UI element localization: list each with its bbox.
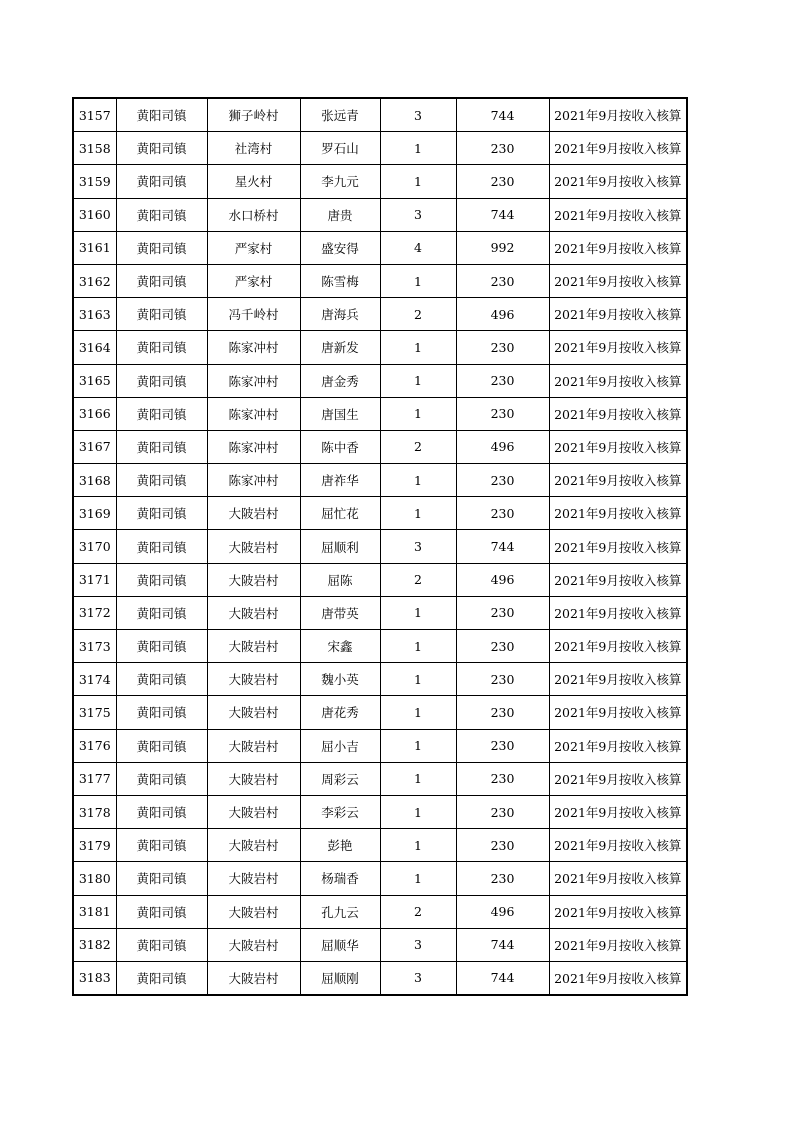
table-body — [73, 98, 687, 995]
table-row — [73, 630, 687, 663]
note-cell: 2021年9月按收入核算 — [549, 862, 687, 895]
amount-cell: 230 — [456, 165, 549, 198]
town-cell: 黄阳司镇 — [116, 895, 207, 928]
note-cell: 2021年9月按收入核算 — [549, 165, 687, 198]
name-cell: 盛安得 — [300, 231, 380, 264]
household-size-cell: 1 — [380, 729, 456, 762]
household-size-cell: 3 — [380, 928, 456, 961]
name-cell: 唐国生 — [300, 397, 380, 430]
table-row — [73, 663, 687, 696]
row-number: 3183 — [73, 961, 116, 995]
village-cell: 大陂岩村 — [207, 862, 300, 895]
row-number: 3158 — [73, 132, 116, 165]
village-cell: 大陂岩村 — [207, 497, 300, 530]
note-cell: 2021年9月按收入核算 — [549, 497, 687, 530]
village-cell: 严家村 — [207, 231, 300, 264]
town-cell: 黄阳司镇 — [116, 165, 207, 198]
name-cell: 唐贵 — [300, 198, 380, 231]
amount-cell: 744 — [456, 961, 549, 995]
village-cell: 大陂岩村 — [207, 795, 300, 828]
note-cell: 2021年9月按收入核算 — [549, 331, 687, 364]
village-cell: 星火村 — [207, 165, 300, 198]
amount-cell: 230 — [456, 762, 549, 795]
row-number: 3162 — [73, 264, 116, 297]
village-cell: 严家村 — [207, 264, 300, 297]
town-cell: 黄阳司镇 — [116, 762, 207, 795]
table-row — [73, 729, 687, 762]
household-size-cell: 1 — [380, 397, 456, 430]
name-cell: 魏小英 — [300, 663, 380, 696]
note-cell: 2021年9月按收入核算 — [549, 198, 687, 231]
household-size-cell: 1 — [380, 663, 456, 696]
row-number: 3169 — [73, 497, 116, 530]
town-cell: 黄阳司镇 — [116, 430, 207, 463]
table-row — [73, 928, 687, 961]
household-size-cell: 3 — [380, 98, 456, 132]
household-size-cell: 1 — [380, 829, 456, 862]
note-cell: 2021年9月按收入核算 — [549, 397, 687, 430]
row-number: 3178 — [73, 795, 116, 828]
amount-cell: 230 — [456, 397, 549, 430]
household-size-cell: 2 — [380, 430, 456, 463]
data-table — [72, 97, 688, 996]
note-cell: 2021年9月按收入核算 — [549, 563, 687, 596]
amount-cell: 230 — [456, 596, 549, 629]
amount-cell: 992 — [456, 231, 549, 264]
table-row — [73, 198, 687, 231]
table-row — [73, 98, 687, 132]
household-size-cell: 1 — [380, 795, 456, 828]
table-row — [73, 464, 687, 497]
household-size-cell: 1 — [380, 862, 456, 895]
table-row — [73, 497, 687, 530]
household-size-cell: 3 — [380, 961, 456, 995]
name-cell: 屈顺华 — [300, 928, 380, 961]
village-cell: 陈家冲村 — [207, 397, 300, 430]
household-size-cell: 1 — [380, 762, 456, 795]
household-size-cell: 2 — [380, 895, 456, 928]
note-cell: 2021年9月按收入核算 — [549, 795, 687, 828]
name-cell: 唐祚华 — [300, 464, 380, 497]
table-row — [73, 165, 687, 198]
name-cell: 周彩云 — [300, 762, 380, 795]
note-cell: 2021年9月按收入核算 — [549, 663, 687, 696]
town-cell: 黄阳司镇 — [116, 464, 207, 497]
amount-cell: 230 — [456, 132, 549, 165]
household-size-cell: 4 — [380, 231, 456, 264]
row-number: 3177 — [73, 762, 116, 795]
note-cell: 2021年9月按收入核算 — [549, 895, 687, 928]
town-cell: 黄阳司镇 — [116, 563, 207, 596]
table-row — [73, 862, 687, 895]
village-cell: 水口桥村 — [207, 198, 300, 231]
table-row — [73, 430, 687, 463]
table-row — [73, 762, 687, 795]
table-row — [73, 596, 687, 629]
name-cell: 屈小吉 — [300, 729, 380, 762]
town-cell: 黄阳司镇 — [116, 132, 207, 165]
row-number: 3157 — [73, 98, 116, 132]
amount-cell: 744 — [456, 198, 549, 231]
household-size-cell: 1 — [380, 596, 456, 629]
row-number: 3166 — [73, 397, 116, 430]
row-number: 3160 — [73, 198, 116, 231]
town-cell: 黄阳司镇 — [116, 331, 207, 364]
note-cell: 2021年9月按收入核算 — [549, 430, 687, 463]
table-row — [73, 563, 687, 596]
village-cell: 陈家冲村 — [207, 464, 300, 497]
amount-cell: 230 — [456, 862, 549, 895]
village-cell: 大陂岩村 — [207, 895, 300, 928]
village-cell: 大陂岩村 — [207, 530, 300, 563]
village-cell: 大陂岩村 — [207, 663, 300, 696]
note-cell: 2021年9月按收入核算 — [549, 530, 687, 563]
village-cell: 陈家冲村 — [207, 430, 300, 463]
household-size-cell: 1 — [380, 132, 456, 165]
amount-cell: 230 — [456, 264, 549, 297]
name-cell: 屈陈 — [300, 563, 380, 596]
row-number: 3163 — [73, 298, 116, 331]
village-cell: 陈家冲村 — [207, 331, 300, 364]
household-size-cell: 1 — [380, 696, 456, 729]
amount-cell: 744 — [456, 928, 549, 961]
town-cell: 黄阳司镇 — [116, 630, 207, 663]
village-cell: 大陂岩村 — [207, 961, 300, 995]
amount-cell: 230 — [456, 729, 549, 762]
table-row — [73, 795, 687, 828]
row-number: 3165 — [73, 364, 116, 397]
town-cell: 黄阳司镇 — [116, 264, 207, 297]
town-cell: 黄阳司镇 — [116, 364, 207, 397]
note-cell: 2021年9月按收入核算 — [549, 762, 687, 795]
amount-cell: 230 — [456, 331, 549, 364]
village-cell: 狮子岭村 — [207, 98, 300, 132]
table-row — [73, 961, 687, 995]
household-size-cell: 1 — [380, 331, 456, 364]
household-size-cell: 1 — [380, 364, 456, 397]
household-size-cell: 1 — [380, 630, 456, 663]
table-row — [73, 829, 687, 862]
row-number: 3179 — [73, 829, 116, 862]
town-cell: 黄阳司镇 — [116, 98, 207, 132]
amount-cell: 744 — [456, 530, 549, 563]
household-size-cell: 1 — [380, 264, 456, 297]
village-cell: 陈家冲村 — [207, 364, 300, 397]
note-cell: 2021年9月按收入核算 — [549, 364, 687, 397]
note-cell: 2021年9月按收入核算 — [549, 630, 687, 663]
household-size-cell: 2 — [380, 298, 456, 331]
row-number: 3167 — [73, 430, 116, 463]
note-cell: 2021年9月按收入核算 — [549, 231, 687, 264]
village-cell: 大陂岩村 — [207, 928, 300, 961]
town-cell: 黄阳司镇 — [116, 829, 207, 862]
amount-cell: 230 — [456, 497, 549, 530]
table-row — [73, 530, 687, 563]
town-cell: 黄阳司镇 — [116, 198, 207, 231]
table-row — [73, 298, 687, 331]
town-cell: 黄阳司镇 — [116, 397, 207, 430]
name-cell: 孔九云 — [300, 895, 380, 928]
name-cell: 李彩云 — [300, 795, 380, 828]
town-cell: 黄阳司镇 — [116, 497, 207, 530]
name-cell: 张远青 — [300, 98, 380, 132]
note-cell: 2021年9月按收入核算 — [549, 596, 687, 629]
note-cell: 2021年9月按收入核算 — [549, 298, 687, 331]
name-cell: 屈忙花 — [300, 497, 380, 530]
note-cell: 2021年9月按收入核算 — [549, 961, 687, 995]
table-row — [73, 231, 687, 264]
household-size-cell: 1 — [380, 464, 456, 497]
note-cell: 2021年9月按收入核算 — [549, 729, 687, 762]
household-size-cell: 2 — [380, 563, 456, 596]
town-cell: 黄阳司镇 — [116, 596, 207, 629]
amount-cell: 230 — [456, 630, 549, 663]
row-number: 3180 — [73, 862, 116, 895]
row-number: 3176 — [73, 729, 116, 762]
name-cell: 彭艳 — [300, 829, 380, 862]
name-cell: 屈顺利 — [300, 530, 380, 563]
amount-cell: 496 — [456, 430, 549, 463]
village-cell: 大陂岩村 — [207, 762, 300, 795]
town-cell: 黄阳司镇 — [116, 663, 207, 696]
household-size-cell: 1 — [380, 165, 456, 198]
row-number: 3171 — [73, 563, 116, 596]
note-cell: 2021年9月按收入核算 — [549, 132, 687, 165]
amount-cell: 230 — [456, 464, 549, 497]
row-number: 3182 — [73, 928, 116, 961]
amount-cell: 230 — [456, 663, 549, 696]
amount-cell: 744 — [456, 98, 549, 132]
note-cell: 2021年9月按收入核算 — [549, 264, 687, 297]
row-number: 3174 — [73, 663, 116, 696]
name-cell: 屈顺刚 — [300, 961, 380, 995]
name-cell: 唐新发 — [300, 331, 380, 364]
row-number: 3173 — [73, 630, 116, 663]
row-number: 3164 — [73, 331, 116, 364]
amount-cell: 230 — [456, 364, 549, 397]
village-cell: 大陂岩村 — [207, 563, 300, 596]
village-cell: 大陂岩村 — [207, 596, 300, 629]
note-cell: 2021年9月按收入核算 — [549, 928, 687, 961]
row-number: 3172 — [73, 596, 116, 629]
amount-cell: 496 — [456, 298, 549, 331]
amount-cell: 496 — [456, 563, 549, 596]
table-row — [73, 696, 687, 729]
town-cell: 黄阳司镇 — [116, 530, 207, 563]
name-cell: 唐花秀 — [300, 696, 380, 729]
name-cell: 陈雪梅 — [300, 264, 380, 297]
town-cell: 黄阳司镇 — [116, 862, 207, 895]
note-cell: 2021年9月按收入核算 — [549, 696, 687, 729]
name-cell: 唐海兵 — [300, 298, 380, 331]
name-cell: 李九元 — [300, 165, 380, 198]
table-row — [73, 895, 687, 928]
table-row — [73, 364, 687, 397]
name-cell: 陈中香 — [300, 430, 380, 463]
household-size-cell: 1 — [380, 497, 456, 530]
row-number: 3168 — [73, 464, 116, 497]
village-cell: 大陂岩村 — [207, 729, 300, 762]
table-row — [73, 331, 687, 364]
row-number: 3159 — [73, 165, 116, 198]
village-cell: 大陂岩村 — [207, 829, 300, 862]
note-cell: 2021年9月按收入核算 — [549, 829, 687, 862]
row-number: 3175 — [73, 696, 116, 729]
table-row — [73, 132, 687, 165]
village-cell: 社湾村 — [207, 132, 300, 165]
amount-cell: 230 — [456, 696, 549, 729]
village-cell: 大陂岩村 — [207, 696, 300, 729]
name-cell: 唐带英 — [300, 596, 380, 629]
note-cell: 2021年9月按收入核算 — [549, 464, 687, 497]
village-cell: 大陂岩村 — [207, 630, 300, 663]
table-row — [73, 264, 687, 297]
village-cell: 冯千岭村 — [207, 298, 300, 331]
household-size-cell: 3 — [380, 530, 456, 563]
household-size-cell: 3 — [380, 198, 456, 231]
town-cell: 黄阳司镇 — [116, 729, 207, 762]
name-cell: 杨瑞香 — [300, 862, 380, 895]
town-cell: 黄阳司镇 — [116, 961, 207, 995]
amount-cell: 230 — [456, 829, 549, 862]
town-cell: 黄阳司镇 — [116, 795, 207, 828]
row-number: 3170 — [73, 530, 116, 563]
name-cell: 宋鑫 — [300, 630, 380, 663]
row-number: 3161 — [73, 231, 116, 264]
table-row — [73, 397, 687, 430]
amount-cell: 230 — [456, 795, 549, 828]
name-cell: 唐金秀 — [300, 364, 380, 397]
row-number: 3181 — [73, 895, 116, 928]
town-cell: 黄阳司镇 — [116, 696, 207, 729]
name-cell: 罗石山 — [300, 132, 380, 165]
note-cell: 2021年9月按收入核算 — [549, 98, 687, 132]
amount-cell: 496 — [456, 895, 549, 928]
town-cell: 黄阳司镇 — [116, 928, 207, 961]
town-cell: 黄阳司镇 — [116, 298, 207, 331]
town-cell: 黄阳司镇 — [116, 231, 207, 264]
